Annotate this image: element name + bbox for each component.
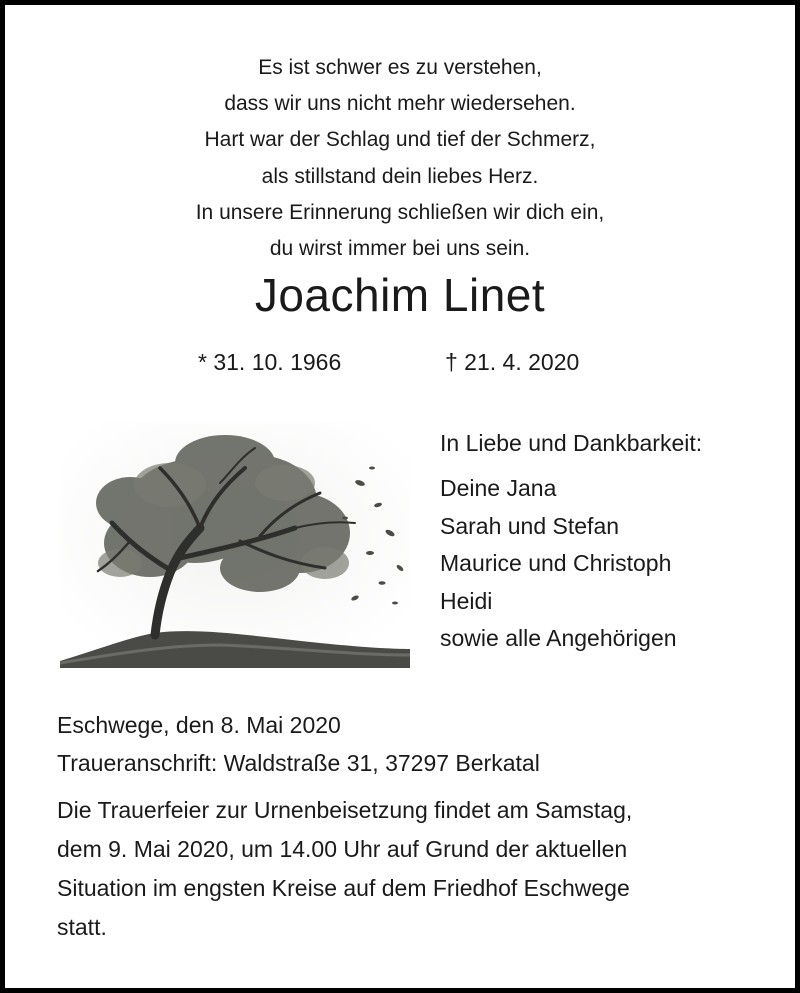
deceased-name: Joachim Linet — [254, 269, 546, 321]
funeral-service-notice — [57, 791, 757, 947]
windblown-tree-illustration — [60, 423, 410, 668]
memorial-poem — [0, 50, 800, 267]
poem-line: als stillstand dein liebes Herz. — [261, 164, 539, 188]
mourner-name: Sarah und Stefan — [440, 512, 620, 539]
place-and-address — [57, 706, 540, 782]
poem-line: du wirst immer bei uns sein. — [269, 237, 531, 261]
poem-line: dass wir uns nicht mehr wiedersehen. — [224, 92, 576, 116]
mourner-name: Maurice und Christoph — [440, 550, 672, 576]
mourner-name: sowie alle Angehörigen — [440, 625, 677, 651]
notice-line: Die Trauerfeier zur Urnenbeisetzung findet am Samstag, — [57, 797, 633, 823]
mourners-list — [440, 470, 677, 658]
poem-line: Hart war der Schlag und tief der Schmerz, — [204, 128, 596, 152]
mourner-name: Deine Jana — [440, 475, 557, 501]
poem-line: In unsere Erinnerung schließen wir dich ein, — [195, 200, 605, 224]
mourners-heading: In Liebe und Dankbarkeit: — [440, 430, 703, 456]
place-date: Eschwege, den 8. Mai 2020 — [57, 712, 341, 738]
notice-line: statt. — [57, 914, 107, 940]
poem-line: Es ist schwer es zu verstehen, — [258, 56, 542, 79]
death-date: † 21. 4. 2020 — [445, 349, 580, 375]
mourning-address: Traueranschrift: Waldstraße 31, 37297 Berkatal — [57, 750, 540, 776]
notice-line: dem 9. Mai 2020, um 14.00 Uhr auf Grund der aktuellen — [57, 836, 628, 862]
birth-date: * 31. 10. 1966 — [198, 349, 342, 375]
mourner-name: Heidi — [440, 587, 493, 614]
notice-line: Situation im engsten Kreise auf dem Friedhof Eschwege — [57, 875, 630, 901]
